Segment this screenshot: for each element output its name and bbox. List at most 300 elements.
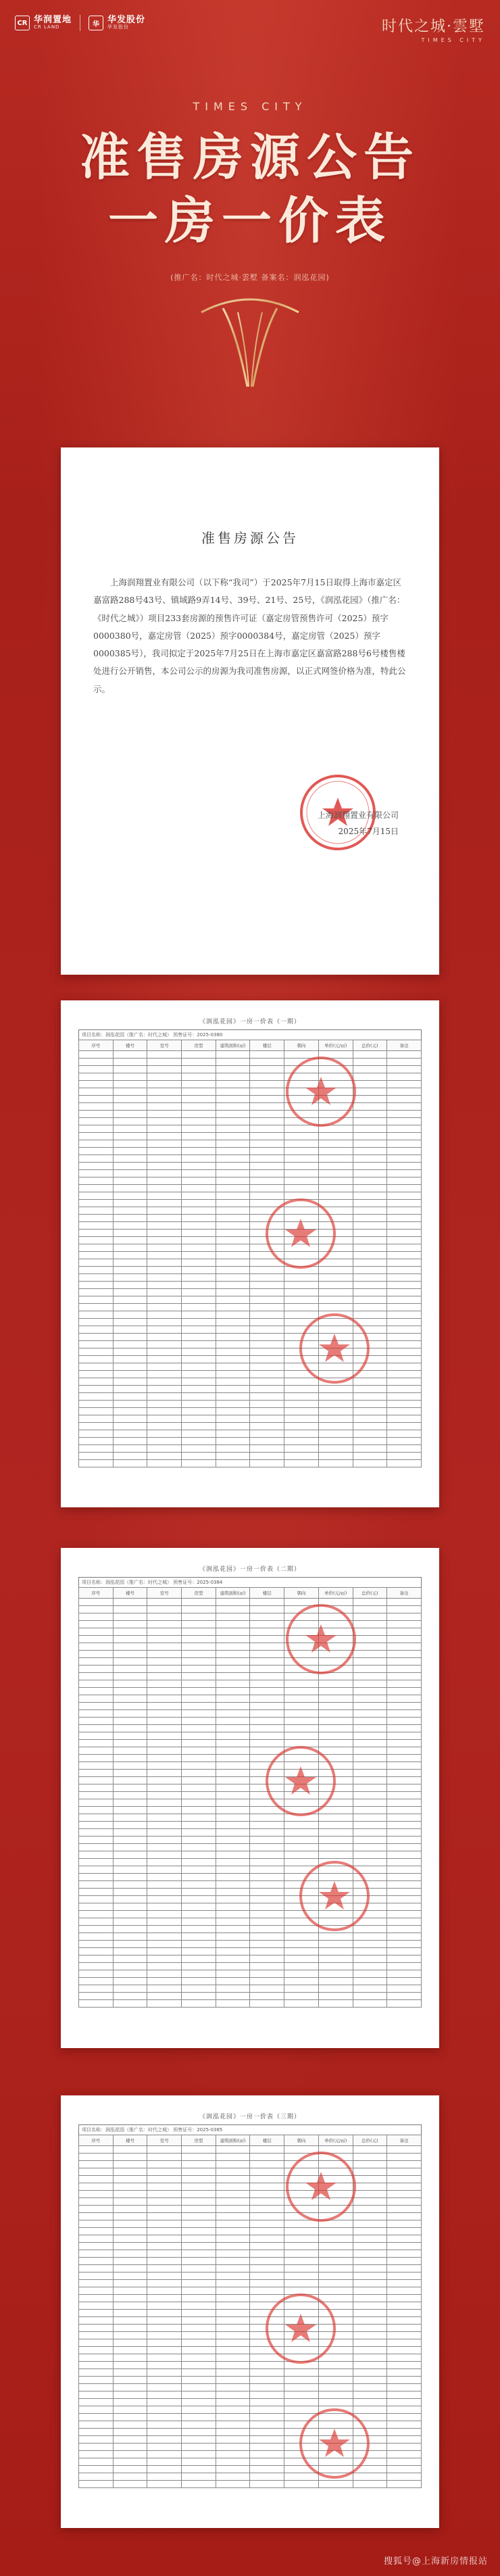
cr-land-logo [15,16,72,30]
table-cell [387,2377,422,2384]
table-cell [79,2466,114,2473]
table-cell [387,1725,422,1732]
table-cell [79,2280,114,2287]
table-cell [284,1703,319,1710]
table-cell [387,1747,422,1755]
table-cell [387,1244,422,1252]
table-cell [79,2421,114,2429]
table-cell [182,1408,216,1415]
table-cell [387,1881,422,1889]
table-cell [113,2280,147,2287]
table-cell [353,1200,387,1207]
table-row [79,1703,422,1710]
table-cell [216,1363,250,1371]
table-cell [147,1889,182,1896]
table-cell [216,1415,250,1423]
table-cell [318,1415,353,1423]
table-cell [250,2377,284,2384]
table-cell [353,2354,387,2362]
table-cell [147,1415,182,1423]
table-cell [113,1658,147,1666]
table-cell [318,1445,353,1453]
table-cell [182,1304,216,1311]
table-cell [113,2347,147,2354]
table-row [79,2377,422,2384]
table-cell [250,2399,284,2406]
table-cell [79,2235,114,2243]
table-row [79,1133,422,1140]
table-cell [147,2183,182,2191]
table-cell [182,1703,216,1710]
table-cell [387,1918,422,1926]
table-cell [387,1970,422,1978]
table-cell [79,1636,114,1643]
table-cell [216,1770,250,1777]
table-cell [182,2265,216,2273]
table-cell [216,1807,250,1814]
table-cell [182,1133,216,1140]
project-brand-name: 时代之城·雲墅 [382,18,485,35]
notice-body: 上海润翔置业有限公司（以下称“我司”）于2025年7月15日取得上海市嘉定区嘉富路288号43号、镇域路9弄14号、39号、21号、25号，《润泓花园》（推广名：《时代之城》）项目233套房源的预售许可证（嘉定房管预售许可（2025）预字0000380号，嘉定房管（2025）预字0000384号，嘉定房管（2025）预字0000385号），我司拟定于2025年7月25日在上海市嘉定区嘉富路288号6号楼售楼处进行公开销售，本公司公示的房源为我司准售房源，以正式网签价格为准，特此公示。 [93,577,406,694]
table-cell [216,2429,250,2436]
table-cell [353,1230,387,1237]
table-row [79,1777,422,1784]
table-row [79,1807,422,1814]
table-cell [113,2339,147,2347]
project-brand [382,15,485,43]
table-cell [182,2206,216,2213]
table-cell [250,1599,284,1606]
table-cell [250,1088,284,1096]
table-cell [387,2436,422,2444]
table-cell [250,1081,284,1088]
table-cell [147,2451,182,2458]
table-cell [147,2258,182,2265]
table-cell [387,2154,422,2161]
table-cell [182,1799,216,1807]
table-cell [147,1866,182,1874]
table-row [79,1970,422,1978]
table-header-cell: 单价(元/㎡) [318,1588,353,1599]
table-cell [353,1140,387,1148]
table-cell [147,2421,182,2429]
table-cell [182,2421,216,2429]
table-cell [387,2273,422,2280]
table-cell [216,1859,250,1866]
table-cell [216,1460,250,1467]
table-cell [216,1688,250,1695]
table-cell [147,1777,182,1784]
table-cell [318,1688,353,1695]
table-cell [147,1643,182,1651]
table-row [79,1695,422,1703]
table-cell [147,1088,182,1096]
table-cell [79,1963,114,1970]
table-cell [216,1393,250,1401]
price-sheet-meta: 项目名称：润泓花园（推广名：时代之城） 预售证号：2025-0385 [78,2124,422,2135]
table-cell [79,1140,114,1148]
price-table [78,1587,422,2008]
table-cell [79,1438,114,1445]
table-cell [387,1319,422,1326]
table-cell [250,2250,284,2258]
table-cell [79,1643,114,1651]
table-cell [182,1415,216,1423]
table-cell [353,2317,387,2325]
table-cell [113,1363,147,1371]
table-row [79,2146,422,2154]
table-cell [216,1200,250,1207]
table-cell [79,1613,114,1621]
table-cell [182,2243,216,2250]
table-row [79,1666,422,1673]
table-cell [250,1304,284,1311]
table-cell [79,1606,114,1613]
table-cell [182,1423,216,1430]
table-cell [113,2146,147,2154]
table-row [79,2280,422,2287]
table-cell [113,2213,147,2220]
table-cell [113,1918,147,1926]
table-cell [113,2377,147,2384]
table-cell [147,1408,182,1415]
table-header-cell: 备注 [387,1588,422,1599]
table-cell [182,1267,216,1274]
table-row [79,1814,422,1822]
table-cell [387,2243,422,2250]
table-cell [113,1978,147,1985]
table-cell [79,2429,114,2436]
table-row [79,1844,422,1851]
table-cell [113,1311,147,1319]
table-row [79,1445,422,1453]
table-cell [113,1438,147,1445]
table-cell [79,1948,114,1955]
table-cell [147,1799,182,1807]
table-cell [284,2384,319,2391]
table-row [79,1289,422,1296]
table-cell [147,2287,182,2295]
table-cell [250,1118,284,1125]
table-cell [79,1859,114,1866]
table-cell [387,1140,422,1148]
table-cell [147,1963,182,1970]
table-row [79,1673,422,1680]
table-cell [318,1993,353,2000]
hero-title-line1: 准售房源公告 [80,128,420,187]
table-cell [250,1148,284,1155]
table-cell [387,2325,422,2332]
table-row [79,1192,422,1200]
table-cell [318,1274,353,1282]
table-cell [182,1807,216,1814]
table-row [79,2287,422,2295]
table-row [79,1688,422,1695]
table-header-cell: 单价(元/㎡) [318,1040,353,1051]
table-cell [318,1978,353,1985]
table-cell [216,1718,250,1725]
table-cell [113,2391,147,2399]
table-cell [113,2362,147,2369]
table-cell [147,1393,182,1401]
table-cell [182,1680,216,1688]
table-cell [216,1438,250,1445]
table-cell [353,1207,387,1215]
table-header-cell: 总价(元) [353,2135,387,2146]
table-cell [79,1170,114,1177]
table-cell [113,1200,147,1207]
table-cell [387,1326,422,1334]
table-row [79,1438,422,1445]
table-row [79,2273,422,2280]
table-cell [216,2414,250,2421]
table-cell [250,1155,284,1163]
table-cell [79,1599,114,1606]
table-cell [113,1666,147,1673]
table-cell [79,1296,114,1304]
table-cell [182,1643,216,1651]
table-cell [113,1896,147,1903]
table-cell [216,2451,250,2458]
table-cell [387,1267,422,1274]
table-row [79,1222,422,1230]
table-cell [216,1215,250,1222]
table-cell [79,2265,114,2273]
table-cell [387,1740,422,1747]
table-row [79,1118,422,1125]
table-cell [387,1177,422,1185]
table-cell [79,2347,114,2354]
table-cell [182,1978,216,1985]
table-row [79,2198,422,2206]
table-cell [387,2176,422,2183]
table-row [79,2347,422,2354]
table-cell [79,1688,114,1695]
table-cell [113,1304,147,1311]
table-cell [147,1636,182,1643]
table-cell [79,1215,114,1222]
table-cell [216,1695,250,1703]
table-cell [147,2280,182,2287]
table-row [79,1651,422,1658]
table-cell [216,2280,250,2287]
table-cell [387,2258,422,2265]
table-cell [284,1408,319,1415]
table-cell [79,1628,114,1636]
table-cell [147,2473,182,2481]
table-row [79,2168,422,2176]
table-row [79,1770,422,1777]
table-cell [353,2280,387,2287]
table-cell [353,1762,387,1770]
table-cell [147,1606,182,1613]
table-cell [79,1185,114,1192]
table-cell [387,1829,422,1837]
company-seal-icon [264,1744,338,1818]
table-cell [79,1844,114,1851]
table-cell [182,2310,216,2317]
table-cell [353,1814,387,1822]
table-cell [182,1222,216,1230]
table-cell [147,2391,182,2399]
table-cell [250,1059,284,1066]
table-cell [216,2384,250,2391]
table-cell [182,1163,216,1170]
table-cell [182,2458,216,2466]
table-cell [182,2235,216,2243]
table-cell [284,1177,319,1185]
table-cell [79,1386,114,1393]
table-cell [284,1163,319,1170]
table-header-cell: 单价(元/㎡) [318,2135,353,2146]
table-cell [147,1874,182,1881]
table-row [79,1386,422,1393]
table-cell [216,2369,250,2377]
table-cell [147,1651,182,1658]
table-cell [353,1718,387,1725]
table-cell [387,1133,422,1140]
company-seal-icon [297,1311,372,1386]
table-cell [147,1319,182,1326]
table-cell [147,1673,182,1680]
table-cell [318,1725,353,1732]
table-cell [318,1282,353,1289]
table-cell [318,1453,353,1460]
table-row [79,1207,422,1215]
table-cell [147,2206,182,2213]
table-cell [79,2161,114,2168]
table-cell [182,1274,216,1282]
table-cell [353,1807,387,1814]
table-cell [182,1666,216,1673]
table-cell [387,1341,422,1348]
table-cell [284,1970,319,1978]
table-cell [147,1222,182,1230]
table-cell [250,1874,284,1881]
huafa-logo [89,16,145,30]
table-header-cell: 备注 [387,1040,422,1051]
table-cell [113,2273,147,2280]
table-row [79,1267,422,1274]
price-sheet-3 [61,2095,439,2528]
table-cell [387,2466,422,2473]
table-cell [387,2220,422,2228]
table-cell [216,1334,250,1341]
table-cell [284,1393,319,1401]
table-cell [216,2354,250,2362]
table-cell [182,1289,216,1296]
table-cell [387,1081,422,1088]
table-cell [353,1725,387,1732]
table-cell [113,1401,147,1408]
table-cell [216,1933,250,1941]
table-row [79,1073,422,1081]
table-cell [387,1215,422,1222]
table-cell [216,1341,250,1348]
table-cell [250,2220,284,2228]
table-row [79,1792,422,1799]
table-row [79,1762,422,1770]
table-cell [79,1125,114,1133]
table-cell [250,1334,284,1341]
table-cell [182,2347,216,2354]
table-cell [79,2154,114,2161]
table-row [79,1740,422,1747]
table-cell [216,1289,250,1296]
table-cell [147,2176,182,2183]
table-cell [113,1807,147,1814]
table-cell [182,1926,216,1933]
table-cell [250,1133,284,1140]
table-cell [79,1222,114,1230]
table-cell [284,1718,319,1725]
table-cell [250,1926,284,1933]
table-cell [284,1941,319,1948]
table-row [79,2339,422,2347]
table-cell [147,1401,182,1408]
table-cell [79,1955,114,1963]
table-cell [216,1680,250,1688]
table-row [79,1274,422,1282]
table-header-cell: 楼号 [113,1588,147,1599]
table-cell [387,2458,422,2466]
table-cell [284,1695,319,1703]
table-row [79,1259,422,1267]
table-cell [79,2250,114,2258]
table-cell [250,2421,284,2429]
table-cell [387,1799,422,1807]
table-cell [318,1955,353,1963]
table-cell [113,1111,147,1118]
table-cell [387,2295,422,2302]
table-cell [216,1304,250,1311]
table-cell [79,1710,114,1718]
table-cell [182,1651,216,1658]
table-cell [182,1866,216,1874]
table-cell [113,1386,147,1393]
table-cell [353,2228,387,2235]
table-cell [318,1304,353,1311]
table-cell [387,2183,422,2191]
table-cell [353,2302,387,2310]
table-cell [216,1133,250,1140]
table-cell [250,1911,284,1918]
table-cell [216,1889,250,1896]
table-cell [250,2198,284,2206]
table-cell [113,2183,147,2191]
table-cell [387,1296,422,1304]
table-row [79,2176,422,2183]
table-cell [387,2414,422,2421]
table-cell [250,2473,284,2481]
table-cell [79,1896,114,1903]
table-cell [216,1851,250,1859]
table-cell [216,1755,250,1762]
table-cell [182,2280,216,2287]
table-cell [250,1430,284,1438]
table-header-cell: 总价(元) [353,1040,387,1051]
table-row [79,1948,422,1955]
table-cell [216,1903,250,1911]
table-cell [113,2354,147,2362]
table-cell [318,1430,353,1438]
table-cell [182,1215,216,1222]
table-cell [250,1140,284,1148]
table-cell [147,1784,182,1792]
table-cell [79,1319,114,1326]
table-cell [250,1725,284,1732]
table-cell [79,1941,114,1948]
